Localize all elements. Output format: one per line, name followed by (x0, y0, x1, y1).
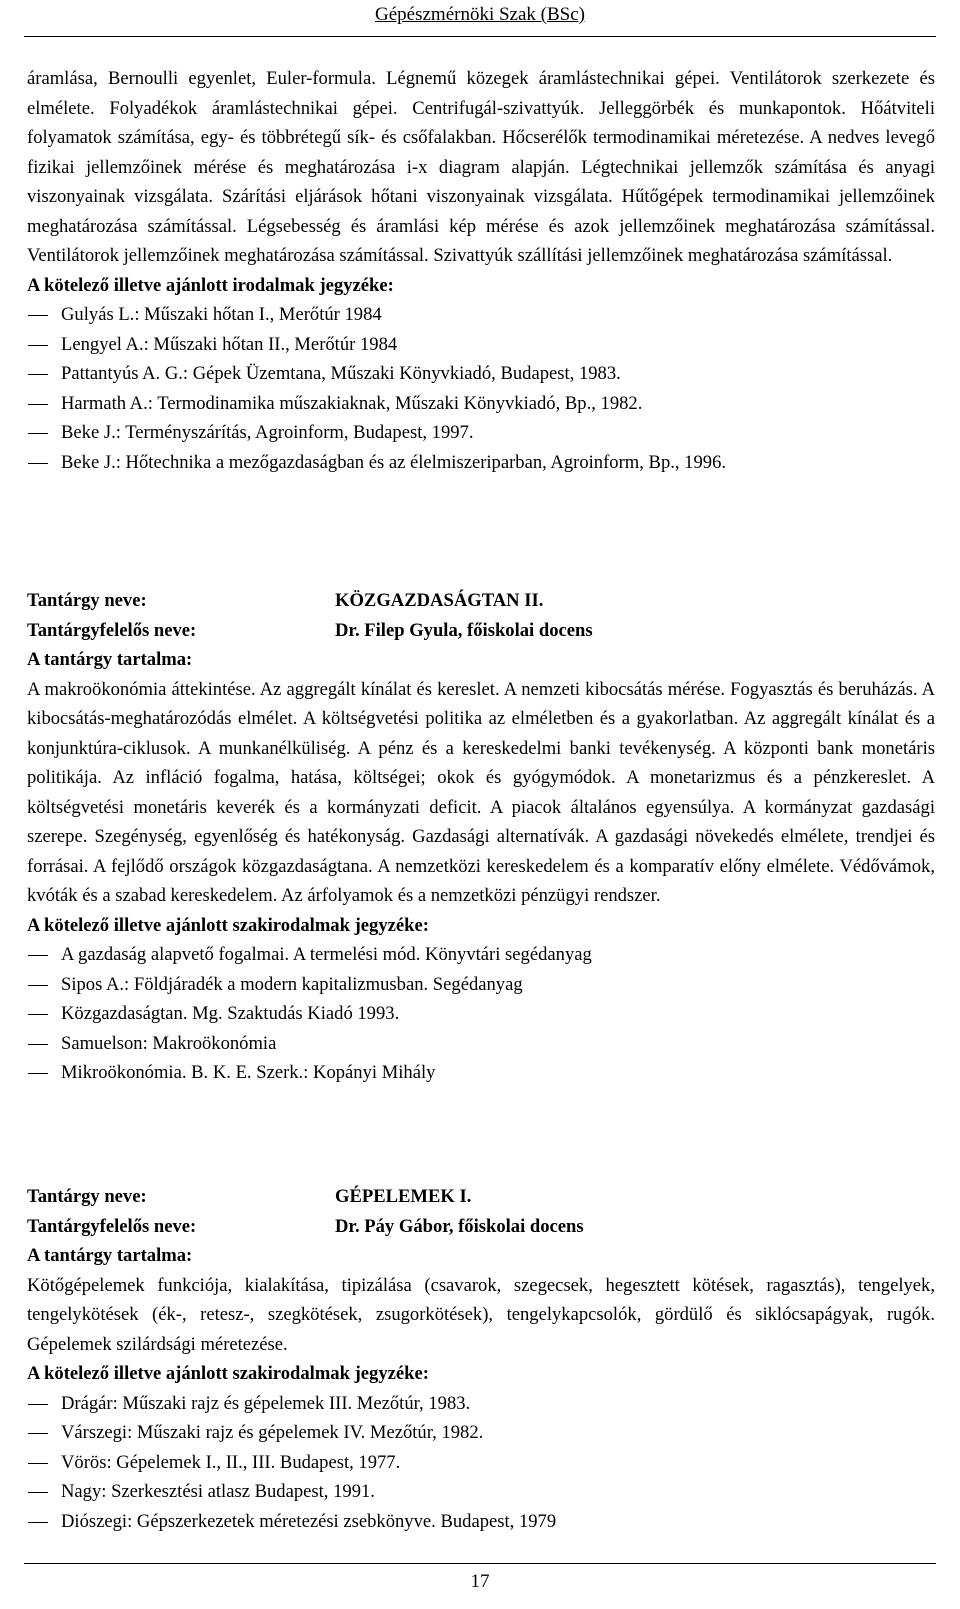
content-paragraph: Kötőgépelemek funkciója, kialakítása, tipizálása (csavarok, szegecsek, hegesztett kötések, ragasztás), tengelyek, tengelykötések (ék-, retesz-, szegkötések, zsugorkötések), tengelykapcsolók, gördülő és siklócsapágyak, rugók. Gépelemek szilárdsági méretezése. (27, 1274, 935, 1355)
list-item: Gulyás L.: Műszaki hőtan I., Merőtúr 1984 (27, 300, 935, 330)
list-item: Pattantyús A. G.: Gépek Üzemtana, Műszaki Könyvkiadó, Budapest, 1983. (27, 359, 935, 389)
responsible-row (27, 1212, 935, 1242)
subject-name: GÉPELEMEK I. (335, 1186, 472, 1207)
subject-label: Tantárgy neve: (27, 1186, 147, 1207)
list-item: Lengyel A.: Műszaki hőtan II., Merőtúr 1984 (27, 330, 935, 360)
content-paragraph: áramlása, Bernoulli egyenlet, Euler-formula. Légnemű közegek áramlástechnikai gépei. Ventilátorok szerkezete és elmélete. Folyadékok áramlástechnikai gépei. Centrifugál-szivattyúk. Jelleggörbék és munkapontok. Hőátviteli folyamatok számítása, egy- és többrétegű sík- és csőfalakban. Hőcserélők termodinamikai méretezése. A nedves levegő fizikai jellemzőinek mérése és meghatározása i-x diagram alapján. Légtechnikai jellemzők számítása és anyagi viszonyainak vizsgálata. Szárítási eljárások hőtani viszonyainak vizsgálata. Hűtőgépek termodinamikai jellemzőinek meghatározása számítással. Légsebesség és áramlási kép mérése és azok jellemzőinek meghatározása számítással. Ventilátorok jellemzőinek meghatározása számítással. Szivattyúk szállítási jellemzőinek meghatározása számítással. (27, 68, 935, 266)
header-divider (24, 36, 936, 37)
responsible-name: Dr. Páy Gábor, főiskolai docens (335, 1215, 584, 1237)
list-item: Diószegi: Gépszerkezetek méretezési zsebkönyve. Budapest, 1979 (27, 1507, 935, 1537)
literature-list (27, 1389, 935, 1537)
list-item: Beke J.: Terményszárítás, Agroinform, Budapest, 1997. (27, 418, 935, 448)
content-label: A tantárgy tartalma: (27, 1245, 193, 1266)
list-item: Drágár: Műszaki rajz és gépelemek III. Mezőtúr, 1983. (27, 1389, 935, 1419)
list-item: Közgazdaságtan. Mg. Szaktudás Kiadó 1993. (27, 999, 935, 1029)
running-header: Gépészmérnöki Szak (BSc) (375, 4, 585, 25)
list-item: A gazdaság alapvető fogalmai. A termelési mód. Könyvtári segédanyag (27, 940, 935, 970)
responsible-name: Dr. Filep Gyula, főiskolai docens (335, 619, 593, 641)
responsible-label: Tantárgyfelelős neve: (27, 619, 197, 641)
page-number: 17 (470, 1571, 490, 1592)
subject-row (27, 1182, 935, 1212)
literature-heading: A kötelező illetve ajánlott szakirodalmak jegyzéke: (27, 1363, 429, 1384)
course-gepelemek (27, 1182, 935, 1536)
literature-heading: A kötelező illetve ajánlott irodalmak jegyzéke: (27, 274, 394, 296)
list-item: Mikroökonómia. B. K. E. Szerk.: Kopányi Mihály (27, 1058, 935, 1088)
subject-row (27, 586, 935, 616)
course-kozgazdasagtan (27, 586, 935, 1088)
list-item: Nagy: Szerkesztési atlasz Budapest, 1991. (27, 1477, 935, 1507)
literature-heading: A kötelező illetve ajánlott szakirodalmak jegyzéke: (27, 914, 429, 936)
subject-name: KÖZGAZDASÁGTAN II. (335, 590, 544, 611)
section-continuation (27, 64, 935, 477)
content-label: A tantárgy tartalma: (27, 649, 193, 670)
list-item: Harmath A.: Termodinamika műszakiaknak, Műszaki Könyvkiadó, Bp., 1982. (27, 389, 935, 419)
footer-divider (24, 1563, 936, 1564)
responsible-row (27, 616, 935, 646)
list-item: Vörös: Gépelemek I., II., III. Budapest, 1977. (27, 1448, 935, 1478)
literature-list (27, 300, 935, 477)
literature-list (27, 940, 935, 1088)
subject-label: Tantárgy neve: (27, 590, 147, 611)
list-item: Beke J.: Hőtechnika a mezőgazdaságban és az élelmiszeriparban, Agroinform, Bp., 1996. (27, 448, 935, 478)
list-item: Sipos A.: Földjáradék a modern kapitalizmusban. Segédanyag (27, 970, 935, 1000)
content-paragraph: A makroökonómia áttekintése. Az aggregált kínálat és kereslet. A nemzeti kibocsátás mérése. Fogyasztás és beruházás. A kibocsátás-meghatározódás elmélet. A költségvetési politika az elméletben és a gyakorlatban. Az aggregált kínálat és a konjunktúra-ciklusok. A munkanélküliség. A pénz és a kereskedelmi banki tevékenység. A központi bank monetáris politikája. Az infláció fogalma, hatása, költségei; okok és gyógymódok. A monetarizmus és a pénzkereslet. A költségvetési monetáris keverék és a kormányzati deficit. A piacok általános egyensúlya. A kormányzat gazdasági szerepe. Szegénység, egyenlőség és hatékonyság. Gazdasági alternatívák. A gazdasági növekedés elmélete, trendjei és forrásai. A fejlődő országok közgazdaságtana. A nemzetközi kereskedelem és a komparatív előny elmélete. Védővámok, kvóták és a szabad kereskedelem. Az árfolyamok és a nemzetközi pénzügyi rendszer. (27, 678, 935, 906)
responsible-label: Tantárgyfelelős neve: (27, 1215, 197, 1237)
list-item: Várszegi: Műszaki rajz és gépelemek IV. Mezőtúr, 1982. (27, 1418, 935, 1448)
list-item: Samuelson: Makroökonómia (27, 1029, 935, 1059)
